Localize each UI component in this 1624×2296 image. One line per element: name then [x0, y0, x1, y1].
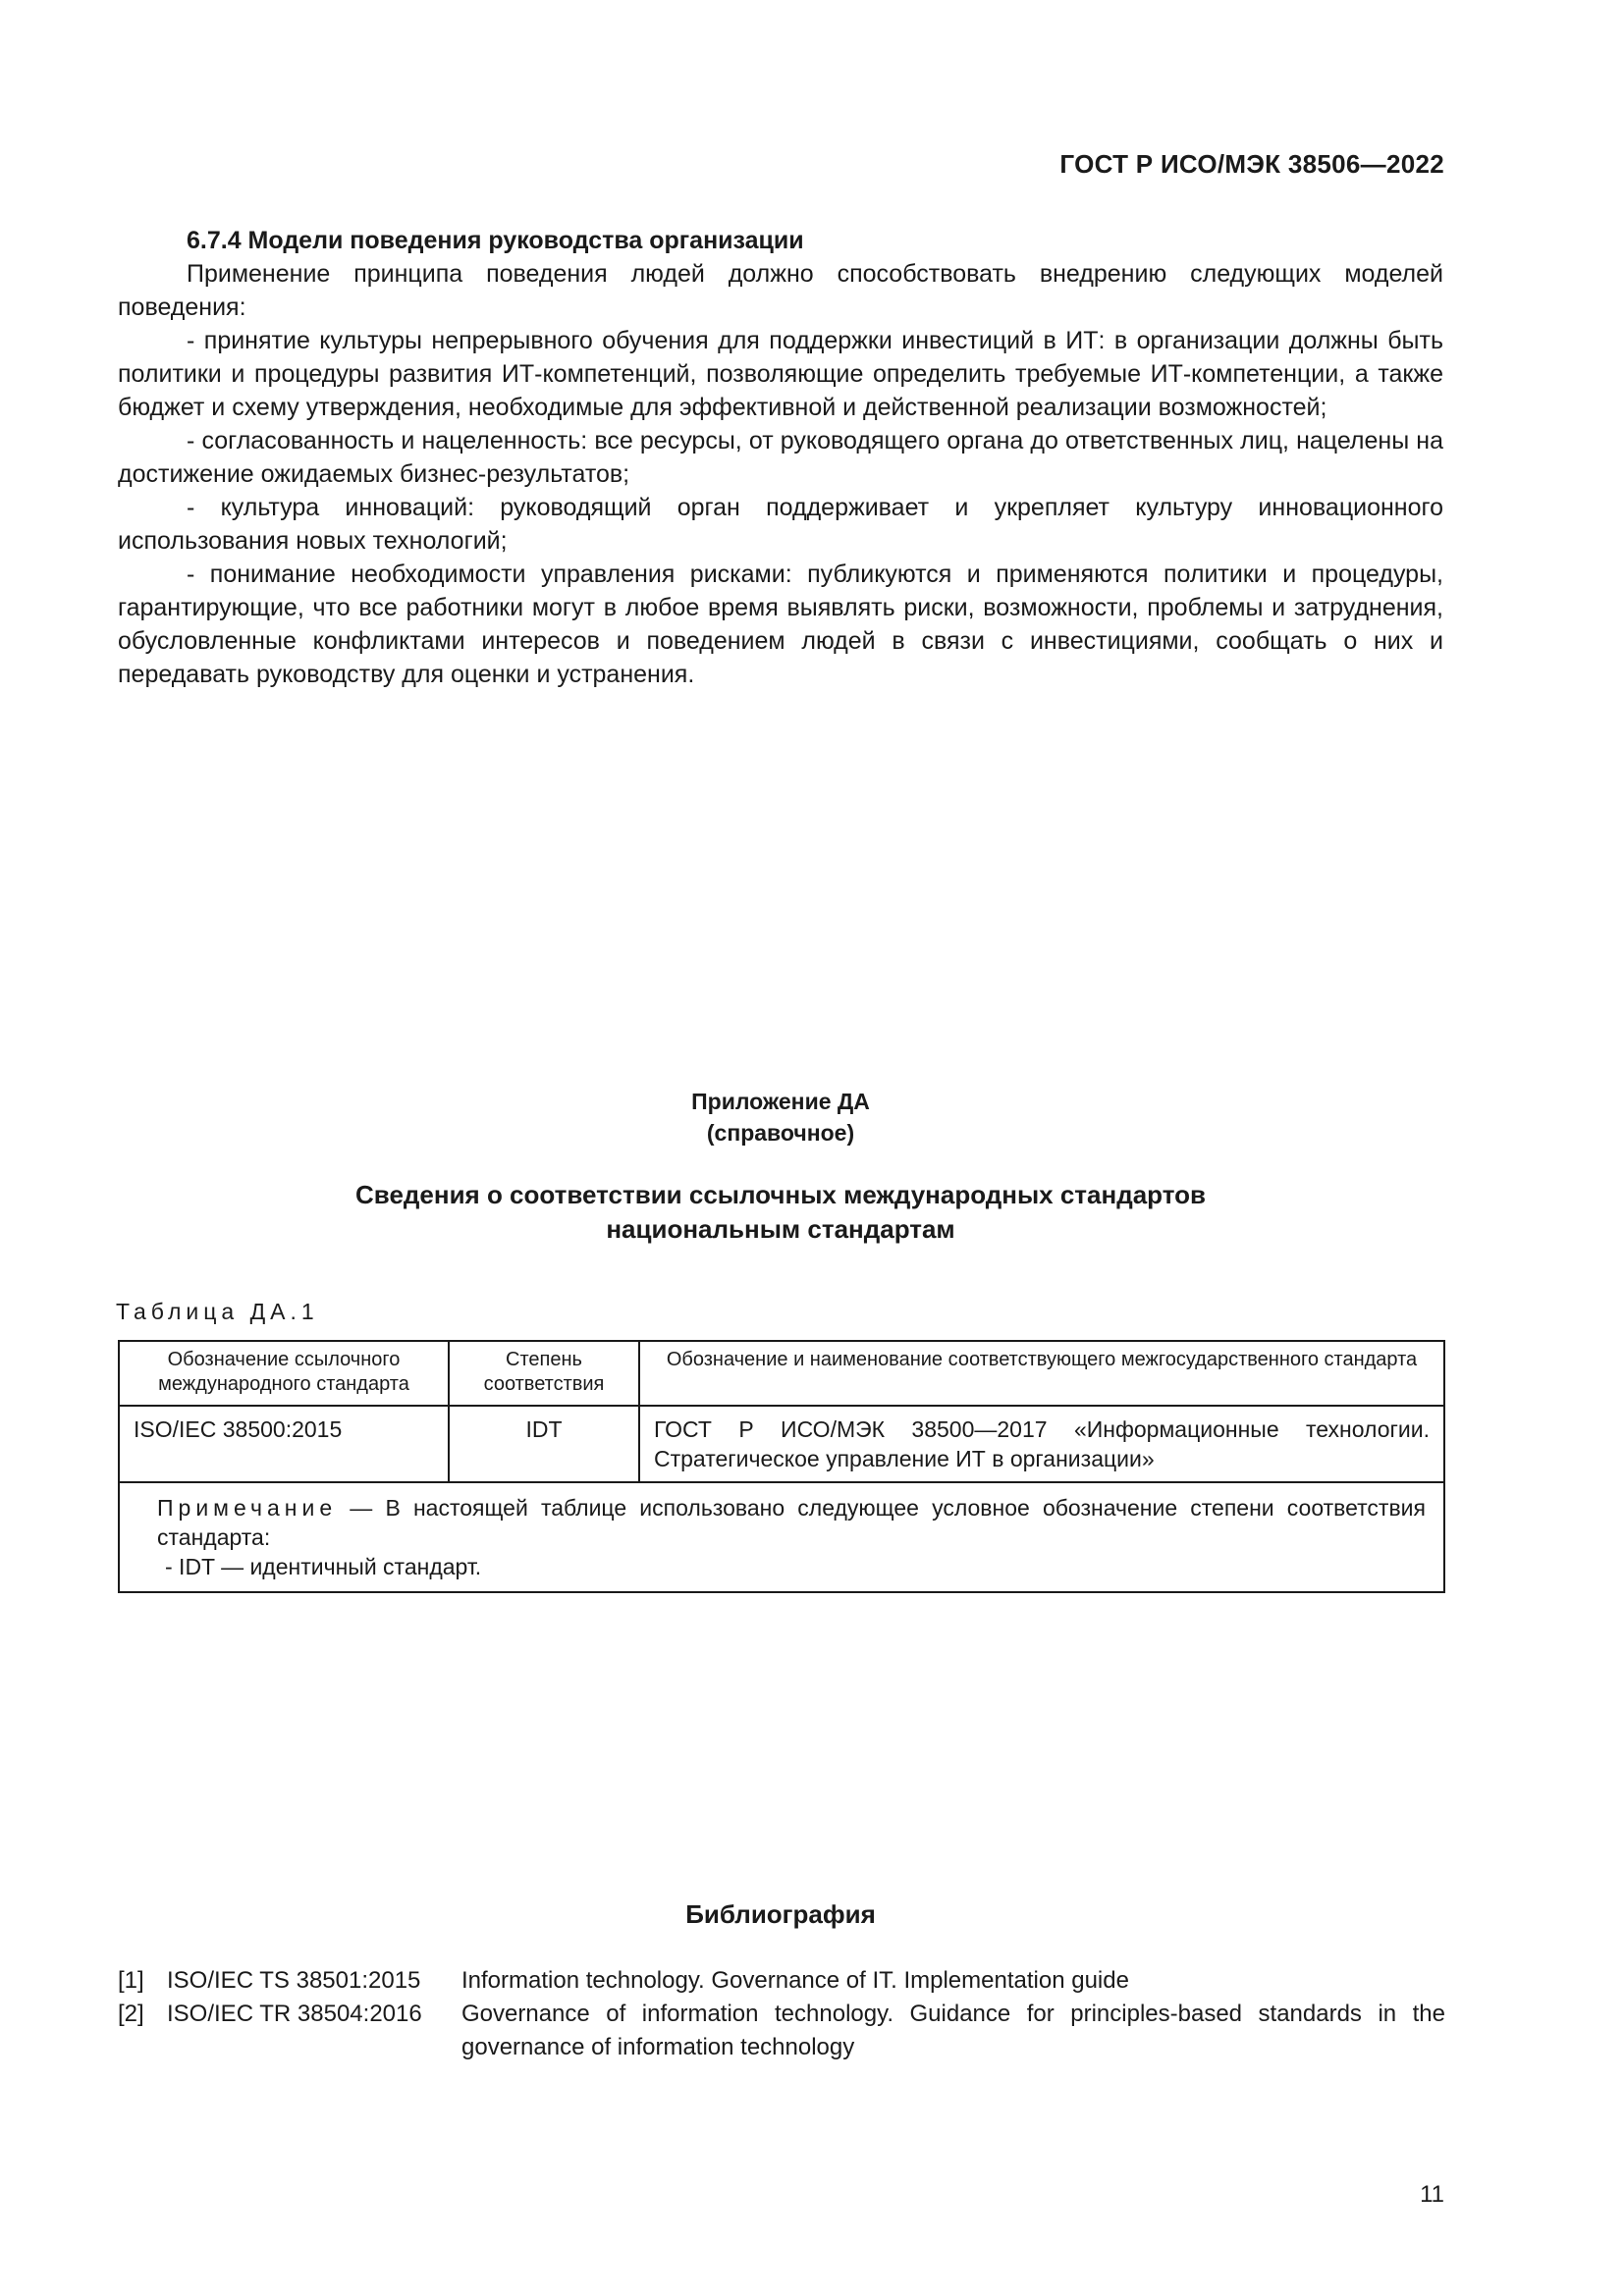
- bullet-risk-management: - понимание необходимости управления рисками: публикуются и применяются политики и процедуры, гарантирующие, что все работники могут в любое время выявлять риски, возможности, проблемы и затруднения, обусловленные конфликтами интересов и поведением людей в связи с инвестициями, сообщать о них и передавать руководству для оценки и устранения.: [118, 561, 1443, 688]
- bibliography-title: Библиография: [685, 1899, 876, 1929]
- paragraph-intro: Применение принципа поведения людей должно способствовать внедрению следующих моделей поведения:: [118, 260, 1443, 321]
- table-note: [119, 1482, 1444, 1592]
- table-note-row: [119, 1482, 1444, 1592]
- table-header-row: [119, 1341, 1444, 1406]
- entry-number: [1]: [118, 1967, 144, 1994]
- entry-number: [2]: [118, 2001, 144, 2027]
- cell-national-standard: ГОСТ Р ИСО/МЭК 38500—2017 «Информационные технологии. Стратегическое управление ИТ в организации»: [639, 1406, 1444, 1482]
- page-number: 11: [1420, 2181, 1444, 2208]
- header-national-standard: Обозначение и наименование соответствующего межгосударственного стандарта: [639, 1341, 1444, 1406]
- entry-title: Governance of information technology. Guidance for principles-based standards in the governance of information technology: [461, 2001, 1445, 2060]
- bibliography-entry: [118, 1998, 1445, 2064]
- bullet-learning-culture: - принятие культуры непрерывного обучения для поддержки инвестиций в ИТ: в организации должны быть политики и процедуры развития ИТ-компетенций, позволяющие определить требуемые ИТ-компетенции, а также бюджет и схему утверждения, необходимые для эффективной и действенной реализации возможностей;: [118, 327, 1443, 421]
- table-row: [119, 1406, 1444, 1482]
- note-line: [157, 1493, 1426, 1552]
- cell-reference-standard: ISO/IEC 38500:2015: [119, 1406, 449, 1482]
- appendix-label: Приложение ДА: [691, 1089, 870, 1114]
- bullet-innovation: - культура инноваций: руководящий орган поддерживает и укрепляет культуру инновационного использования новых технологий;: [118, 494, 1443, 555]
- appendix-type: (справочное): [706, 1120, 855, 1146]
- entry-title: Information technology. Governance of IT. Implementation guide: [461, 1967, 1129, 1994]
- section-heading: 6.7.4 Модели поведения руководства организации: [187, 227, 804, 254]
- bibliography-list: [118, 1964, 1445, 2064]
- header-conformity-degree: Степень соответствия: [449, 1341, 639, 1406]
- appendix-title-line-2: национальным стандартам: [606, 1214, 955, 1244]
- header-reference-standard: Обозначение ссылочного международного стандарта: [119, 1341, 449, 1406]
- note-text: — В настоящей таблице использовано следующее условное обозначение степени соответствия стандарта:: [157, 1495, 1426, 1550]
- appendix-title-line-1: Сведения о соответствии ссылочных международных стандартов: [355, 1180, 1206, 1209]
- bullet-alignment: - согласованность и нацеленность: все ресурсы, от руководящего органа до ответственных лиц, нацелены на достижение ожидаемых бизнес-результатов;: [118, 427, 1443, 488]
- entry-code: ISO/IEC TR 38504:2016: [167, 2001, 422, 2027]
- entry-code: ISO/IEC TS 38501:2015: [167, 1967, 421, 1994]
- cell-conformity-degree: IDT: [449, 1406, 639, 1482]
- note-item: - IDT — идентичный стандарт.: [165, 1554, 482, 1579]
- table-caption: Таблица ДА.1: [116, 1299, 319, 1324]
- document-code-header: ГОСТ Р ИСО/МЭК 38506—2022: [1059, 149, 1444, 179]
- section-6-7-4: [118, 224, 1443, 691]
- note-label: Примечание: [157, 1495, 338, 1521]
- bibliography-entry: [118, 1964, 1445, 1998]
- standards-correspondence-table: [118, 1340, 1445, 1593]
